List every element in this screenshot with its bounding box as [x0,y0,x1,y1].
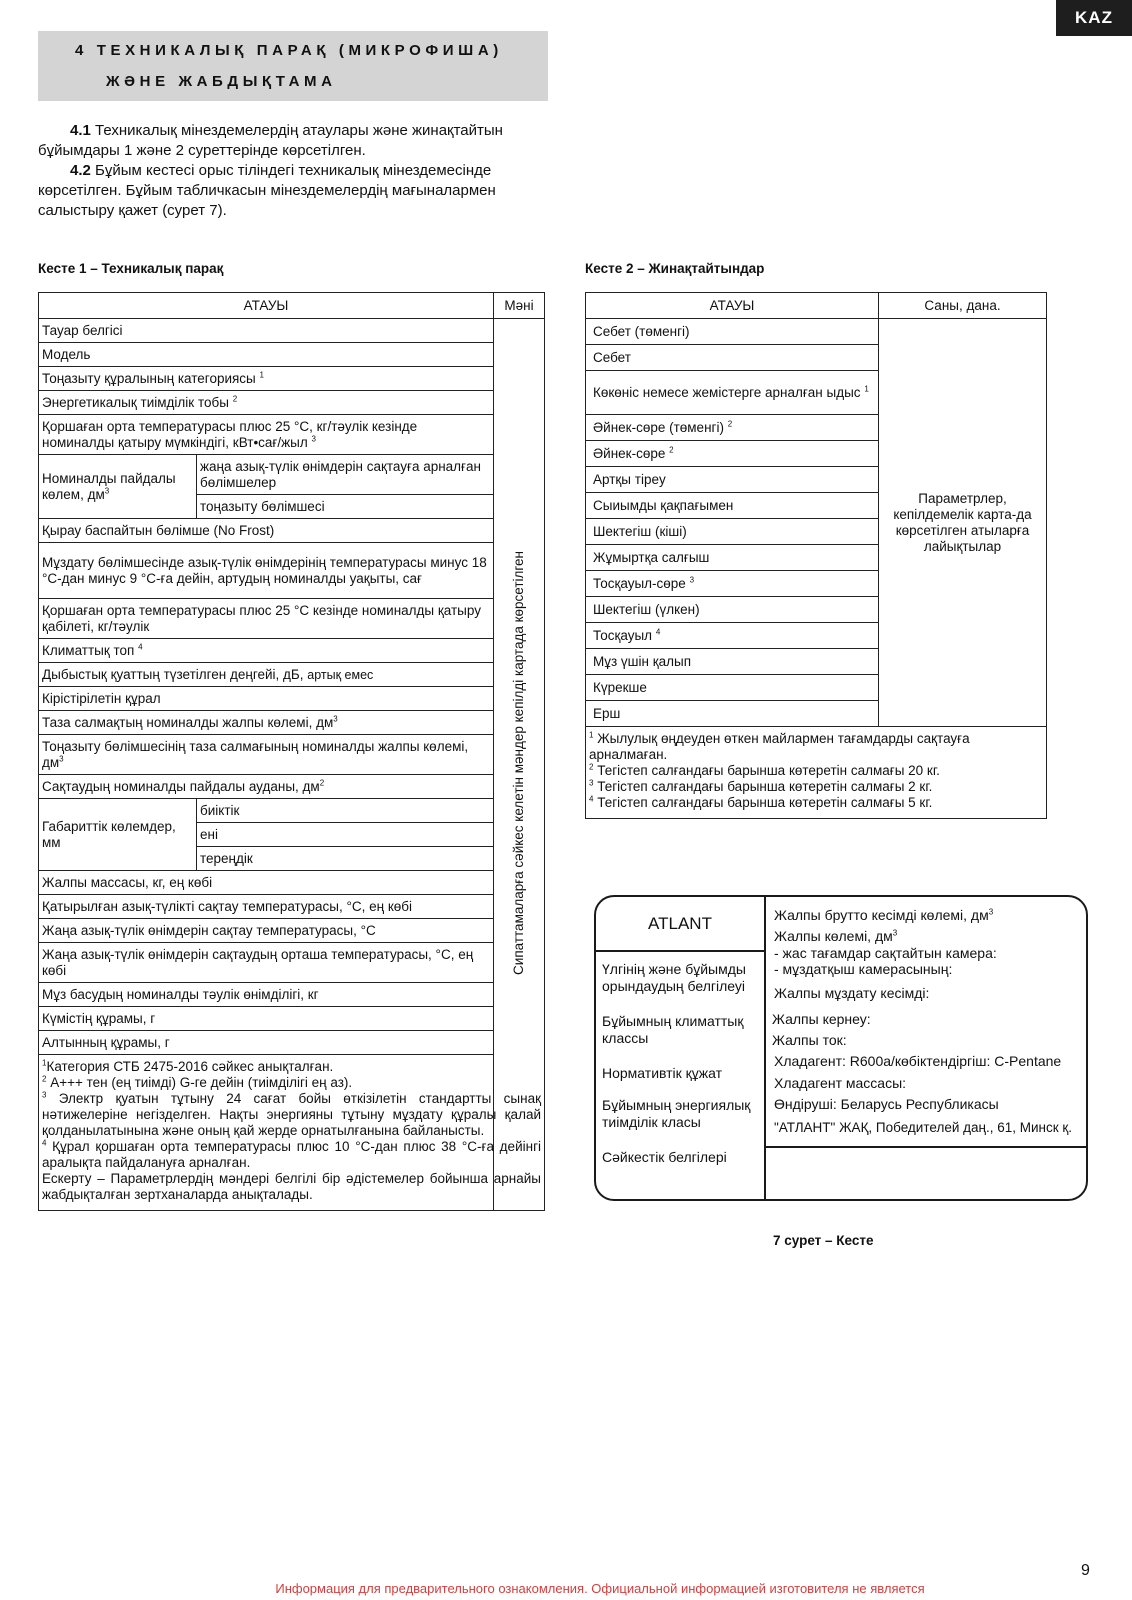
t1-row: Жаңа азық-түлік өнімдерін сақтау температурасы, °С [39,919,494,943]
page-number: 9 [1081,1562,1090,1579]
nameplate-energy-label: Бұйымның энергиялық тиімділік класы [602,1097,751,1130]
accessories-table [585,292,1047,819]
nameplate-spec: "АТЛАНТ" ЖАҚ, Победителей даң., 61, Минск қ. [774,1120,1073,1135]
t1-subrow: ені [197,823,494,847]
t1-row: Алтынның құрамы, г [39,1031,494,1055]
nameplate-spec: Жалпы кернеу: [772,1011,871,1027]
t1-row-label: Габариттік көлемдер, мм [39,799,197,871]
intro-p2-number: 4.2 [70,162,91,179]
section-title [38,31,548,101]
t1-subrow: биіктік [197,799,494,823]
t1-row: Сақтаудың номиналды пайдалы ауданы, $дм^2$ [39,775,494,799]
t2-header-name: АТАУЫ [586,293,879,319]
section-title-line1: 4 ТЕХНИКАЛЫҚ ПАРАҚ (МИКРОФИША) [75,42,503,59]
t1-row: Тоңазыту бөлімшесінің таза салмағының номиналды жалпы көлемі, $дм^3$ [39,735,494,775]
t2-qty-note: Параметрлер, кепілдемелік карта-да көрсетілген атыларға лайықтылар [879,319,1047,727]
t1-row-label: Номиналды пайдалы көлем, $дм^3$ [39,455,197,519]
t1-row: Климаттық топ $^4$ [39,639,494,663]
nameplate-climate-label: Бұйымның климаттық классы [602,1013,744,1046]
nameplate-divider [596,950,764,952]
t2-row: Жұмыртқа салғыш [586,545,879,571]
t1-row: Дыбыстық қуаттың түзетілген деңгейі, дБ, артық емес [39,663,494,687]
t2-footnotes: $^1$ Жылулық өңдеуден өткен майлармен тағамдарды сақтауға арналмаған. $^2$ Тегістеп салғандағы барынша көтеретін салмағы 20 кг. $^3$ Тегістеп салғандағы барынша көтеретін салмағы 2 кг. $^4$ Тегістеп салғандағы барынша көтеретін салмағы 5 кг. [586,727,1047,819]
t1-row: Тоңазыту құралының категориясы $^1$ [39,367,494,391]
t1-value-note-text: Сипаттамаларға сәйкес келетін мәндер кепілді картада көрсетілген [511,550,526,975]
t2-row: Көкөніс немесе жемістерге арналған ыдыс $^1$ [586,371,879,415]
table2-caption: Кесте 2 – Жинақтайтындар [585,261,765,276]
nameplate-spec: Жалпы ток: [772,1032,847,1048]
t1-row: Энергетикалық тиімділік тобы $^2$ [39,391,494,415]
nameplate-divider [766,1146,1086,1148]
nameplate-spec: - жас тағамдар сақтайтын камера: [774,945,997,961]
t2-row: Мұз үшін қалып [586,649,879,675]
t2-row: Сыиымды қақпағымен [586,493,879,519]
t1-row: Күмістің құрамы, г [39,1007,494,1031]
technical-sheet-table [38,292,545,1211]
intro-text [38,121,548,221]
t2-row: Шектегіш (үлкен) [586,597,879,623]
t2-row: Күрекше [586,675,879,701]
nameplate-spec: Жалпы көлемі, $дм^3$ [774,928,898,944]
language-tag: KAZ [1056,0,1132,36]
nameplate-spec: Өндіруші: Беларусь Республикасы [774,1096,999,1112]
t2-row: Шектегіш (кіші) [586,519,879,545]
nameplate-standard-label: Нормативтік құжат [602,1065,723,1081]
figure-caption: 7 сурет – Кесте [773,1233,874,1248]
t1-row: Жаңа азық-түлік өнімдерін сақтаудың орташа температурасы, °С, ең көбі [39,943,494,983]
t1-row: Кірістірілетін құрал [39,687,494,711]
t1-subrow: тереңдік [197,847,494,871]
t1-row: Таза салмақтың номиналды жалпы көлемі, $дм^3$ [39,711,494,735]
nameplate-right-column [766,897,1086,1199]
t2-row: Тосқауыл-сөре $^3$ [586,571,879,597]
nameplate-spec: Хладагент: R600a/көбіктендіргіш: C-Pentane [774,1053,1062,1069]
intro-paragraph-2 [38,161,548,221]
t1-header-value: Мәні [494,293,545,319]
nameplate-spec: Жалпы брутто кесімді көлемі, $дм^3$ [774,907,994,923]
t1-row: Қоршаған орта температурасы плюс 25 °С, кг/тәулік кезінде номиналды қатыру мүмкіндігі, кВт•сағ/жыл $^3$ [39,415,494,455]
t2-row: Әйнек-сөре $^2$ [586,441,879,467]
t2-header-qty: Саны, дана. [879,293,1047,319]
nameplate-brand: ATLANT [648,914,712,933]
t1-subrow: тоңазыту бөлімшесі [197,495,494,519]
t2-row: Тосқауыл $^4$ [586,623,879,649]
t1-row: Қоршаған орта температурасы плюс 25 °С кезінде номиналды қатыру қабілеті, кг/тәулік [39,599,494,639]
nameplate-spec: Жалпы мұздату кесімді: [774,985,930,1001]
t1-row: Тауар белгісі [39,319,494,343]
t1-footnotes: $^1$Категория СТБ 2475-2016 сәйкес анықталған. $^2$ А+++ тен (ең тиімді) G-ге дейін (тиімділігі ең аз). $^3$ Электр қуатын тұтыну 24 сағат бойы өткізілетін стандартты сынақ нәтижелеріне негізделген. Нақты энергияны тұтыну мұздату құралы қалай қолданылатынына және оның қай жерде орнатылғанына байланысты. $^4$ Құрал қоршаған орта температурасы плюс 10 °С-дан плюс 38 °С-ға дейінгі аралықта пайдалануға арналған. Ескерту – Параметрлердің мәндері белгілі бір әдістемелер бойынша арнайы жабдықталған зертханаларда анықталады. [39,1055,545,1211]
t1-row: Модель [39,343,494,367]
intro-paragraph-1 [38,121,548,161]
t1-row: Мұздату бөлімшесінде азық-түлік өнімдерінің температурасы минус 18 °С-дан минус 9 °С-ға дейін, артудың номиналды уақыты, сағ [39,543,494,599]
t2-row: Артқы тірeу [586,467,879,493]
t1-row: Қырау баспайтын бөлімше (No Frost) [39,519,494,543]
t2-row: Әйнек-сөре (төменгі) $^2$ [586,415,879,441]
section-title-line2: ЖӘНЕ ЖАБДЫҚТАМА [106,73,337,90]
intro-p1-number: 4.1 [70,122,91,139]
nameplate-model-label: Үлгінің және бұйымды орындаудың белгілеуі [602,961,746,994]
t1-subrow: жаңа азық-түлік өнімдерін сақтауға арналған бөлімшелер [197,455,494,495]
t1-header-name: АТАУЫ [39,293,494,319]
nameplate-spec: - мұздатқыш камерасының: [774,961,953,977]
product-nameplate [594,895,1088,1201]
t2-row: Себет (төменгі) [586,319,879,345]
disclaimer: Информация для предварительного ознакомления. Официальной информацией изготовителя не является [275,1581,925,1596]
nameplate-spec: Хладагент массасы: [774,1075,907,1091]
t1-row: Қатырылған азық-түлікті сақтау температурасы, °С, ең көбі [39,895,494,919]
nameplate-marks-label: Сәйкестік белгілері [602,1149,727,1165]
intro-p2-text: Бұйым кестесі орыс тіліндегі техникалық мінездемесінде көрсетілген. Бұйым табличкасын мінездемелердің мағыналармен салыстыру қажет (сурет 7). [38,162,496,219]
t1-row: Жалпы массасы, кг, ең көбі [39,871,494,895]
intro-p1-text: Техникалық мінездемелердің атаулары және жинақтайтын бұйымдары 1 және 2 суреттерінде көрсетілген. [38,122,503,159]
t2-row: Себет [586,345,879,371]
table1-caption: Кесте 1 – Техникалық парақ [38,261,224,276]
t2-row: Ерш [586,701,879,727]
nameplate-left-column [596,897,766,1199]
t1-row: Мұз басудың номиналды тәулік өнімділігі, кг [39,983,494,1007]
